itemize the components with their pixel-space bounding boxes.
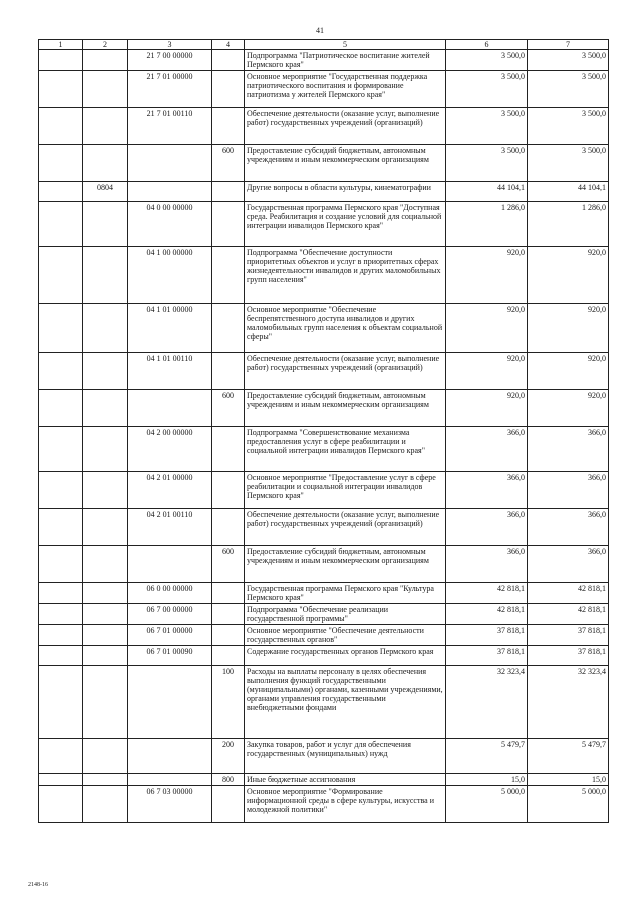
row-num-cell xyxy=(39,247,83,304)
description-cell: Закупка товаров, работ и услуг для обеспечения государственных (муниципальных) нужд xyxy=(245,739,446,774)
description-cell: Основное мероприятие "Государственная поддержка патриотического воспитания и формирование патриотизма у жителей Пермского края" xyxy=(245,71,446,108)
target-code-cell: 21 7 01 00110 xyxy=(128,108,212,145)
amount-1-cell: 920,0 xyxy=(446,353,528,390)
amount-2-cell: 366,0 xyxy=(528,472,609,509)
expense-type-cell: 100 xyxy=(212,666,245,739)
expense-type-cell xyxy=(212,583,245,604)
header-cell: 1 xyxy=(39,40,83,50)
row-num-cell xyxy=(39,646,83,666)
row-num-cell xyxy=(39,509,83,546)
header-cell: 2 xyxy=(83,40,128,50)
amount-1-cell: 3 500,0 xyxy=(446,50,528,71)
section-code-cell xyxy=(83,786,128,823)
target-code-cell: 04 2 01 00000 xyxy=(128,472,212,509)
table-row xyxy=(39,583,609,604)
expense-type-cell xyxy=(212,509,245,546)
section-code-cell xyxy=(83,472,128,509)
amount-1-cell: 37 818,1 xyxy=(446,646,528,666)
amount-2-cell: 366,0 xyxy=(528,427,609,472)
target-code-cell xyxy=(128,739,212,774)
amount-2-cell: 920,0 xyxy=(528,390,609,427)
section-code-cell xyxy=(83,583,128,604)
row-num-cell xyxy=(39,50,83,71)
header-cell: 3 xyxy=(128,40,212,50)
amount-2-cell: 5 000,0 xyxy=(528,786,609,823)
header-row xyxy=(39,40,609,50)
amount-1-cell: 42 818,1 xyxy=(446,604,528,625)
expense-type-cell xyxy=(212,202,245,247)
expense-type-cell xyxy=(212,50,245,71)
target-code-cell: 06 7 01 00090 xyxy=(128,646,212,666)
table-row xyxy=(39,604,609,625)
amount-2-cell: 15,0 xyxy=(528,774,609,786)
description-cell: Предоставление субсидий бюджетным, автономным учреждениям и иным некоммерческим организациям xyxy=(245,390,446,427)
row-num-cell xyxy=(39,739,83,774)
target-code-cell xyxy=(128,182,212,202)
description-cell: Содержание государственных органов Пермского края xyxy=(245,646,446,666)
amount-2-cell: 920,0 xyxy=(528,353,609,390)
table-row xyxy=(39,546,609,583)
row-num-cell xyxy=(39,182,83,202)
section-code-cell xyxy=(83,145,128,182)
table-row xyxy=(39,666,609,739)
target-code-cell: 04 1 00 00000 xyxy=(128,247,212,304)
expense-type-cell xyxy=(212,625,245,646)
amount-2-cell: 5 479,7 xyxy=(528,739,609,774)
amount-1-cell: 5 000,0 xyxy=(446,786,528,823)
description-cell: Подпрограмма "Обеспечение реализации государственной программы" xyxy=(245,604,446,625)
table-row xyxy=(39,646,609,666)
amount-1-cell: 1 286,0 xyxy=(446,202,528,247)
table-row xyxy=(39,145,609,182)
expense-type-cell: 800 xyxy=(212,774,245,786)
target-code-cell: 21 7 00 00000 xyxy=(128,50,212,71)
expense-type-cell xyxy=(212,182,245,202)
row-num-cell xyxy=(39,353,83,390)
budget-table xyxy=(38,39,609,823)
row-num-cell xyxy=(39,583,83,604)
section-code-cell xyxy=(83,646,128,666)
amount-1-cell: 920,0 xyxy=(446,304,528,353)
table-row xyxy=(39,304,609,353)
expense-type-cell xyxy=(212,304,245,353)
row-num-cell xyxy=(39,71,83,108)
amount-2-cell: 3 500,0 xyxy=(528,145,609,182)
description-cell: Предоставление субсидий бюджетным, автономным учреждениям и иным некоммерческим организациям xyxy=(245,145,446,182)
row-num-cell xyxy=(39,786,83,823)
section-code-cell xyxy=(83,774,128,786)
expense-type-cell xyxy=(212,472,245,509)
table-row xyxy=(39,786,609,823)
section-code-cell xyxy=(83,390,128,427)
row-num-cell xyxy=(39,390,83,427)
target-code-cell xyxy=(128,145,212,182)
expense-type-cell xyxy=(212,646,245,666)
table-row xyxy=(39,108,609,145)
expense-type-cell: 600 xyxy=(212,390,245,427)
section-code-cell xyxy=(83,108,128,145)
section-code-cell xyxy=(83,353,128,390)
amount-2-cell: 1 286,0 xyxy=(528,202,609,247)
table-row xyxy=(39,247,609,304)
amount-1-cell: 3 500,0 xyxy=(446,71,528,108)
row-num-cell xyxy=(39,774,83,786)
section-code-cell xyxy=(83,509,128,546)
expense-type-cell: 600 xyxy=(212,145,245,182)
table-row xyxy=(39,71,609,108)
amount-2-cell: 3 500,0 xyxy=(528,50,609,71)
description-cell: Обеспечение деятельности (оказание услуг, выполнение работ) государственных учреждений (организаций) xyxy=(245,353,446,390)
amount-1-cell: 37 818,1 xyxy=(446,625,528,646)
target-code-cell: 06 7 03 00000 xyxy=(128,786,212,823)
target-code-cell: 21 7 01 00000 xyxy=(128,71,212,108)
section-code-cell xyxy=(83,546,128,583)
header-cell: 5 xyxy=(245,40,446,50)
target-code-cell: 06 7 00 00000 xyxy=(128,604,212,625)
description-cell: Обеспечение деятельности (оказание услуг, выполнение работ) государственных учреждений (организаций) xyxy=(245,108,446,145)
description-cell: Подпрограмма "Патриотическое воспитание жителей Пермского края" xyxy=(245,50,446,71)
amount-2-cell: 32 323,4 xyxy=(528,666,609,739)
description-cell: Основное мероприятие "Обеспечение деятельности государственных органов" xyxy=(245,625,446,646)
header-cell: 6 xyxy=(446,40,528,50)
row-num-cell xyxy=(39,625,83,646)
section-code-cell: 0804 xyxy=(83,182,128,202)
target-code-cell: 04 1 01 00110 xyxy=(128,353,212,390)
row-num-cell xyxy=(39,604,83,625)
target-code-cell: 04 0 00 00000 xyxy=(128,202,212,247)
expense-type-cell xyxy=(212,247,245,304)
target-code-cell xyxy=(128,774,212,786)
expense-type-cell: 200 xyxy=(212,739,245,774)
section-code-cell xyxy=(83,427,128,472)
section-code-cell xyxy=(83,50,128,71)
description-cell: Основное мероприятие "Предоставление услуг в сфере реабилитации и социальной интеграции инвалидов Пермского края" xyxy=(245,472,446,509)
target-code-cell xyxy=(128,666,212,739)
section-code-cell xyxy=(83,71,128,108)
table-row xyxy=(39,353,609,390)
amount-2-cell: 3 500,0 xyxy=(528,71,609,108)
section-code-cell xyxy=(83,604,128,625)
description-cell: Подпрограмма "Обеспечение доступности приоритетных объектов и услуг в приоритетных сферах жизнедеятельности инвалидов и других маломобильных групп населения" xyxy=(245,247,446,304)
section-code-cell xyxy=(83,625,128,646)
description-cell: Другие вопросы в области культуры, кинематографии xyxy=(245,182,446,202)
description-cell: Государственная программа Пермского края "Доступная среда. Реабилитация и создание условий для социальной интеграции инвалидов Пермского края" xyxy=(245,202,446,247)
target-code-cell xyxy=(128,546,212,583)
section-code-cell xyxy=(83,247,128,304)
expense-type-cell xyxy=(212,353,245,390)
row-num-cell xyxy=(39,304,83,353)
target-code-cell: 04 2 01 00110 xyxy=(128,509,212,546)
table-row xyxy=(39,774,609,786)
table-row xyxy=(39,509,609,546)
page-number: 41 xyxy=(316,26,324,35)
expense-type-cell xyxy=(212,786,245,823)
table-row xyxy=(39,50,609,71)
amount-2-cell: 920,0 xyxy=(528,304,609,353)
amount-1-cell: 366,0 xyxy=(446,472,528,509)
row-num-cell xyxy=(39,108,83,145)
header-cell: 7 xyxy=(528,40,609,50)
table-row xyxy=(39,739,609,774)
amount-2-cell: 366,0 xyxy=(528,509,609,546)
section-code-cell xyxy=(83,666,128,739)
amount-1-cell: 366,0 xyxy=(446,509,528,546)
document-code: 2148-16 xyxy=(28,882,48,888)
section-code-cell xyxy=(83,304,128,353)
row-num-cell xyxy=(39,472,83,509)
amount-2-cell: 37 818,1 xyxy=(528,625,609,646)
description-cell: Основное мероприятие "Обеспечение беспрепятственного доступа инвалидов и других маломобильных групп населения к объектам социальной сферы" xyxy=(245,304,446,353)
description-cell: Основное мероприятие "Формирование информационной среды в сфере культуры, искусства и молодежной политики" xyxy=(245,786,446,823)
table-row xyxy=(39,625,609,646)
amount-1-cell: 3 500,0 xyxy=(446,145,528,182)
amount-1-cell: 366,0 xyxy=(446,546,528,583)
amount-1-cell: 366,0 xyxy=(446,427,528,472)
section-code-cell xyxy=(83,202,128,247)
section-code-cell xyxy=(83,739,128,774)
expense-type-cell xyxy=(212,71,245,108)
header-cell: 4 xyxy=(212,40,245,50)
table-row xyxy=(39,472,609,509)
description-cell: Предоставление субсидий бюджетным, автономным учреждениям и иным некоммерческим организациям xyxy=(245,546,446,583)
target-code-cell: 06 7 01 00000 xyxy=(128,625,212,646)
row-num-cell xyxy=(39,427,83,472)
description-cell: Подпрограмма "Совершенствование механизма предоставления услуг в сфере реабилитации и социальной интеграции инвалидов Пермского края" xyxy=(245,427,446,472)
amount-1-cell: 920,0 xyxy=(446,247,528,304)
table-row xyxy=(39,182,609,202)
amount-1-cell: 44 104,1 xyxy=(446,182,528,202)
row-num-cell xyxy=(39,546,83,583)
expense-type-cell xyxy=(212,108,245,145)
description-cell: Иные бюджетные ассигнования xyxy=(245,774,446,786)
row-num-cell xyxy=(39,202,83,247)
row-num-cell xyxy=(39,145,83,182)
amount-1-cell: 42 818,1 xyxy=(446,583,528,604)
amount-1-cell: 920,0 xyxy=(446,390,528,427)
amount-2-cell: 37 818,1 xyxy=(528,646,609,666)
table-row xyxy=(39,427,609,472)
target-code-cell: 04 1 01 00000 xyxy=(128,304,212,353)
amount-1-cell: 32 323,4 xyxy=(446,666,528,739)
expense-type-cell: 600 xyxy=(212,546,245,583)
amount-1-cell: 3 500,0 xyxy=(446,108,528,145)
amount-1-cell: 5 479,7 xyxy=(446,739,528,774)
amount-2-cell: 42 818,1 xyxy=(528,604,609,625)
amount-2-cell: 920,0 xyxy=(528,247,609,304)
expense-type-cell xyxy=(212,604,245,625)
target-code-cell: 06 0 00 00000 xyxy=(128,583,212,604)
amount-1-cell: 15,0 xyxy=(446,774,528,786)
amount-2-cell: 44 104,1 xyxy=(528,182,609,202)
amount-2-cell: 3 500,0 xyxy=(528,108,609,145)
description-cell: Государственная программа Пермского края "Культура Пермского края" xyxy=(245,583,446,604)
description-cell: Расходы на выплаты персоналу в целях обеспечения выполнения функций государственными (муниципальными) органами, казенными учреждениями, органами управления государственными внебюджетными фондами xyxy=(245,666,446,739)
expense-type-cell xyxy=(212,427,245,472)
description-cell: Обеспечение деятельности (оказание услуг, выполнение работ) государственных учреждений (организаций) xyxy=(245,509,446,546)
table-row xyxy=(39,390,609,427)
target-code-cell xyxy=(128,390,212,427)
table-row xyxy=(39,202,609,247)
target-code-cell: 04 2 00 00000 xyxy=(128,427,212,472)
row-num-cell xyxy=(39,666,83,739)
amount-2-cell: 366,0 xyxy=(528,546,609,583)
amount-2-cell: 42 818,1 xyxy=(528,583,609,604)
